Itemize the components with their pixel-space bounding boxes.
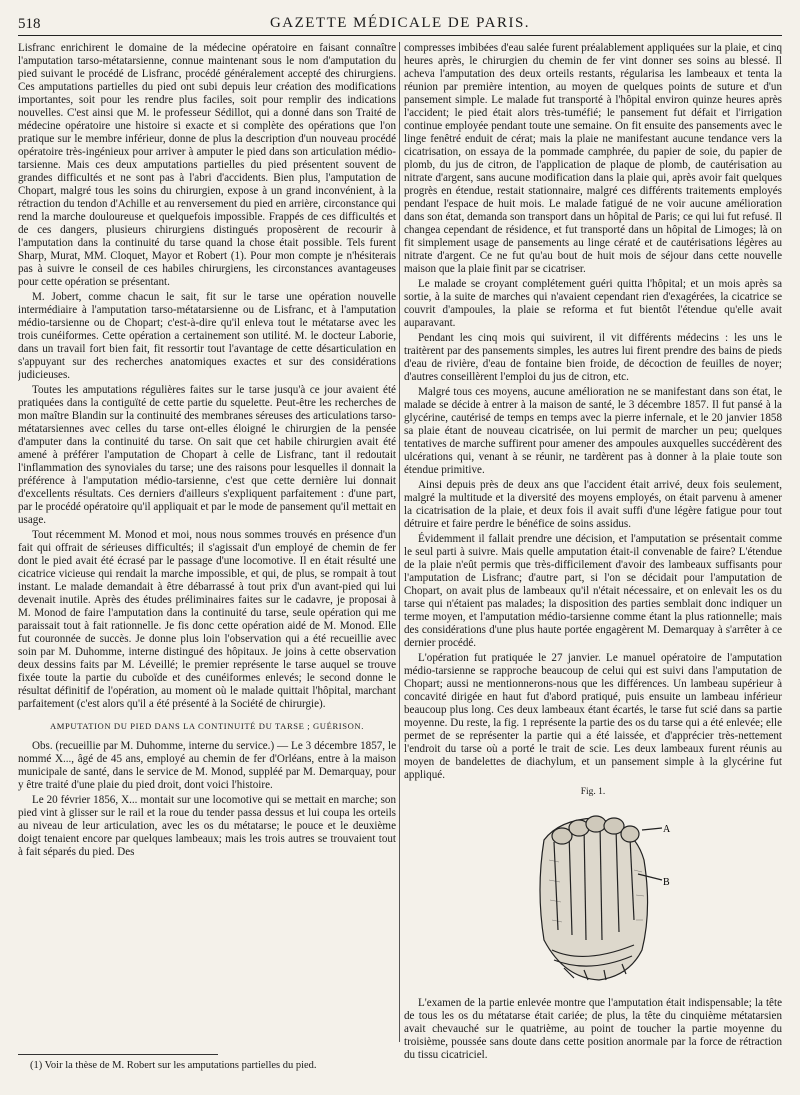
paragraph: Obs. (recueillie par M. Duhomme, interne du service.) — Le 3 décembre 1857, le nommé X..., âgé de 45 ans, employé au chemin de fer d'Orléans, entre à la maison municipale de santé, dans le service de M. Monod, suppléé par M. Demarquay, pour y être traité d'une plaie du pied droit, dont voici l'histoire.: [18, 740, 396, 791]
running-title: GAZETTE MÉDICALE DE PARIS.: [269, 15, 531, 31]
paragraph: Malgré tous ces moyens, aucune amélioration ne se manifestant dans son état, le malade se décide à entrer à la maison de santé, le 3 décembre 1857. Il fut pansé à la glycérine, cautérisé de temps en temps avec la pierre infernale, et le 20 janvier 1858 sa plaie étant de nouveau cicatrisée, on lui permit de marcher un peu; quelques tentatives de marche suffirent pour amener des ampoules auxquelles succédèrent des ulcérations qui, venant à se réunir, ne tardèrent pas à donner à la plaie toute son étendue primitive.: [404, 386, 782, 476]
figure-label-b: B: [663, 877, 670, 888]
paragraph: Lisfranc enrichirent le domaine de la médecine opératoire en faisant connaître l'amputation tarso-métatarsienne, connue maintenant sous le nom d'amputation du pied suivant le procédé de Lisfranc, procédé généralement accepté des chirurgiens. Ces amputations partielles du pied ont subi depuis leur création des modifications importantes, soit pour les rendre plus faciles, soit pour remplir des indications nouvelles. C'est ainsi que M. le professeur Sédillot, qui a donné dans son Traité de médecine opératoire une histoire si exacte et si complète des opérations que l'on pratique sur le membre inférieur, donne de plus la description d'un nouveau procédé opératoire très-ingénieux pour arriver à amputer le pied dans son articulation médio-tarsienne. Mais ces deux amputations partielles du pied présentent souvent de grandes difficultés et ne sont pas à l'abri d'accidents. Bien plus, l'amputation de Chopart, malgré tous les soins du chirurgien, expose à un grand inconvénient, à la rétraction du tendon d'Achille et au renversement du pied en arrière, circonstance qui rend la marche douloureuse et quelquefois impossible. Frappés de ces difficultés et de ces dangers, plusieurs chirurgiens distingués proposèrent de recourir à l'amputation dans la continuité du tarse quand la chose était possible. Tels furent Sharp, Murat, MM. Cloquet, Mayor et Robert (1). Pour mon compte je n'hésiterais pas à suivre le conseil de ces habiles chirurgiens, les circonstances avantageuses pour cette opération se présentant.: [18, 42, 396, 288]
left-column: [18, 42, 396, 1022]
paragraph: Tout récemment M. Monod et moi, nous nous sommes trouvés en présence d'un fait qui offrait de sérieuses difficultés; il s'agissait d'un employé de chemin de fer dont le pied avait été écrasé par le passage d'une locomotive. Il en était résulté une cicatrice vicieuse qui rendait la marche impossible, et qui, de plus, se rompait à tout instant. Le malade demandait à être débarrassé à tout prix d'un avant-pied qui lui devenait inutile. Après des études préliminaires faites sur le cadavre, je proposai à M. Monod de faire l'amputation dans la continuité du tarse, seule opération qui me paraissait tout à fait rationnelle. Je fis donc cette opération aidé de M. Monod. Elle fut couronnée de succès. Je donne plus loin l'observation qui a été recueillie avec soin par M. Duhomme, interne distingué des hôpitaux. Je joins à cette observation deux dessins faits par M. Léveillé; le premier représente le tarse auquel se trouve fixée toute la partie du cuboïde et des cunéiformes enlevés; le second donne le résultat définitif de l'opération, au moment où le malade quittait l'hôpital, marchant parfaitement (c'est alors qu'il a été présenté à la Société de chirurgie).: [18, 529, 396, 710]
paragraph: Évidemment il fallait prendre une décision, et l'amputation se présentait comme le seul parti à suivre. Mais quelle amputation était-il convenable de faire? L'étendue de la plaie n'eût permis que très-difficilement d'avoir des lambeaux suffisants pour l'amputation de Lisfranc; d'autre part, si l'on se décidait pour l'amputation de Chopart, on avait plus de lambeaux qu'il n'était nécessaire, et on enlevait les os du tarse qui n'étaient pas malades; la disposition des parties semblait donc indiquer un terme moyen, et l'amputation médio-tarsienne comme étant la plus rationnelle; mais des considérations d'une plus haute portée engagèrent M. Demarquay à s'arrêter à ce dernier procédé.: [404, 533, 782, 649]
paragraph: compresses imbibées d'eau salée furent préalablement appliquées sur la plaie, et cinq heures après, le chirurgien du chemin de fer vint donner ses soins au blessé. Il acheva l'amputation des deux orteils restants, régularisa les lambeaux et tenta la réunion par première intention, au moyen de quelques points de suture et d'un pansement simple. Le malade fut transporté à l'hôpital environ quinze heures après l'accident; le pied était alors très-tuméfié; le pansement fut défait et l'irrigation continue employée pendant toute une semaine. On fit ensuite des pansements avec le linge fenêtré enduit de cérat; mais la plaie ne manifestant aucune tendance vers la cicatrisation, on essaya de la pommade camphrée, du papier de soie, du papier de plomb, du jus de citron, de l'application de plaque de plomb, de cautérisation au nitrate d'argent, sans aucune modification dans la plaie qui, après avoir fait quelques progrès en étendue, restait stationnaire, malgré ces différents traitements employés pendant l'espace de huit mois. Le malade fatigué de ne voir aucune amélioration dans son état, demanda son transport dans un hôpital de Paris; ce qui lui fut refusé. Il changea cependant de résidence, et fut transporté dans un hôpital de Limoges; là on fit simplement usage de pansements au linge cératé et de cautérisations légères au nitrate d'argent. Ce ne fut qu'au bout de huit mois de séjour dans cette nouvelle maison que la plaie finit par se cicatriser.: [404, 42, 782, 275]
section-title: AMPUTATION DU PIED DANS LA CONTINUITÉ DU TARSE ; GUÉRISON.: [50, 721, 364, 731]
paragraph: M. Jobert, comme chacun le sait, fit sur le tarse une opération nouvelle intermédiaire à l'amputation tarso-métatarsienne ou de Lisfranc, et à l'amputation médio-tarsienne ou de Chopart; c'est-à-dire qu'il enleva tout le métatarse avec les trois cunéiformes. Cette opération a certainement son utilité. M. le docteur Laborie, dans un travail fort bien fait, fit ressortir tout l'avantage de cette désarticulation en s'appuyant sur des recherches anatomiques exactes et sur des considérations judicieuses.: [18, 291, 396, 381]
figure-label-a: A: [663, 824, 671, 835]
figure-caption: Fig. 1.: [580, 787, 606, 797]
paragraph: Toutes les amputations régulières faites sur le tarse jusqu'à ce jour avaient été pratiquées dans la contiguïté de cette partie du squelette. Peut-être les recherches de mon maître Blandin sur la continuité des membranes séreuses des articulations tarso-métatarsiennes avec celles du tarse ont-elles éloigné le chirurgien de la pensée d'amputer dans la continuité du tarse. On sait que cet habile chirurgien avait été amené à préférer l'amputation de Chopart à celle de Lisfranc, tant il redoutait l'inflammation des synoviales du tarse; une des raisons pour lesquelles il donnait la préférence à l'amputation médio-tarsienne, c'est que cette dernière lui donnait d'excellents résultats. Ces derniers d'ailleurs s'expliquent parfaitement : d'une part, par le procédé opératoire qu'il appliquait et par le mode de pansement qu'il mettait en usage.: [18, 384, 396, 526]
footnote: (1) Voir la thèse de M. Robert sur les amputations partielles du pied.: [30, 1060, 317, 1071]
foot-bones-illustration: [524, 800, 674, 985]
paragraph: L'examen de la partie enlevée montre que l'amputation était indispensable; la tête de tous les os du métatarse était cariée; de plus, la tête du cinquième métatarsien avait chevauché sur le quatrième, au point de toucher la partie moyenne du troisième, poussée sans doute dans cette position anormale par la force de rétraction du tissu cicatriciel.: [404, 997, 782, 1061]
right-column: [404, 42, 782, 1072]
figure-1: [404, 786, 782, 991]
paragraph: Le malade se croyant complétement guéri quitta l'hôpital; et un mois après sa sortie, à la suite de marches qui n'avaient cependant rien d'exagérées, la cicatrice se couvrit d'ampoules, la plaie se reforma et fut bientôt l'étendue qu'elle avait auparavant.: [404, 278, 782, 329]
column-divider: [399, 42, 400, 1042]
footnote-rule: [18, 1054, 218, 1055]
page-header: [18, 12, 782, 36]
paragraph: L'opération fut pratiquée le 27 janvier. Le manuel opératoire de l'amputation médio-tarsienne se rapproche beaucoup de celui qui est suivi dans l'amputation de Chopart; aussi ne mentionnerons-nous que les différences. Un lambeau supérieur à concavité dirigée en haut fut d'abord pratiqué, puis ensuite un lambeau inférieur beaucoup plus long. Ces deux lambeaux étant écartés, le tarse fut scié dans sa partie moyenne. Du reste, la fig. 1 représente la partie des os du tarse qui a été enlevée; elle permet de se représenter la partie qui a été laissée, et d'apprécier très-nettement l'endroit du tarse où a porté le trait de scie. Les deux lambeaux furent réunis au moyen de bandelettes de diachylum, et un pansement simple à la glycérine fut appliqué.: [404, 652, 782, 781]
page-number: 518: [18, 16, 41, 32]
paragraph: Le 20 février 1856, X... montait sur une locomotive qui se mettait en marche; son pied vint à glisser sur le rail et la roue du tender passa dessus et lui coupa les orteils au niveau de leur articulation, avec les os du métatarse; le pouce et le deuxième doigt tenaient encore par quelques lambeaux; mais les trois autres se trouvaient tout à fait séparés du pied. Des: [18, 794, 396, 858]
paragraph: Pendant les cinq mois qui suivirent, il vit différents médecins : les uns le traitèrent par des pansements simples, les autres lui firent prendre des bains de pieds d'eau de rivière, d'eau de fontaine bien froide, de décoction de feuilles de noyer; d'autres conseillèrent l'emploi du jus de citron, etc.: [404, 332, 782, 383]
paragraph: Ainsi depuis près de deux ans que l'accident était arrivé, deux fois seulement, malgré la multitude et la diversité des moyens employés, on était parvenu à amener la cicatrisation de la plaie, et deux fois il avait suffi d'une légère fatigue pour tout détruire et faire perdre le bénéfice de soins assidus.: [404, 479, 782, 530]
